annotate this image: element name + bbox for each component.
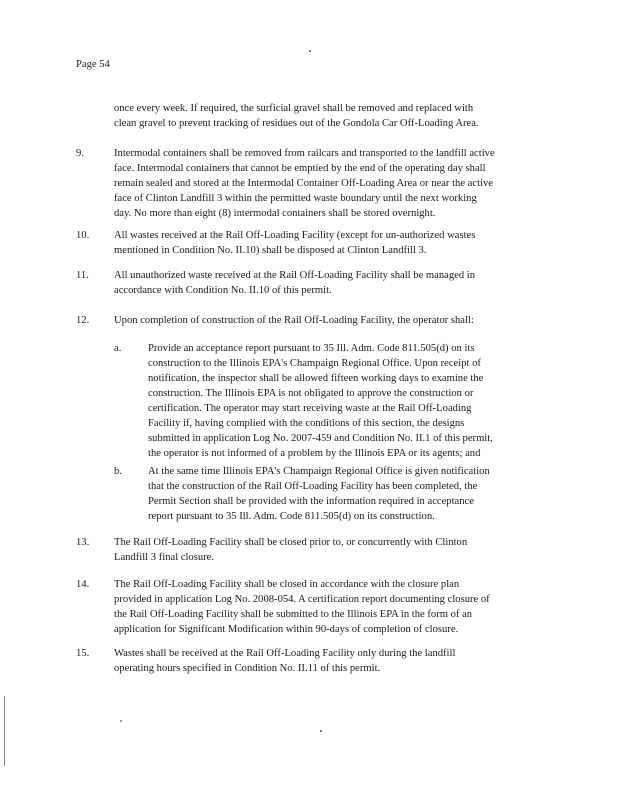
text-line: day. No more than eight (8) intermodal containers shall be stored overnight. — [114, 208, 436, 219]
item-number: 13. — [76, 537, 90, 548]
subitem-text — [148, 464, 490, 524]
text-line: Upon completion of construction of the Rail Off-Loading Facility, the operator shall: — [114, 315, 474, 326]
item-text — [114, 146, 495, 221]
text-line: the Rail Off-Loading Facility shall be submitted to the Illinois EPA in the form of an — [114, 609, 473, 620]
item-text — [114, 577, 490, 637]
scan-speck — [309, 50, 311, 52]
text-line: mentioned in Condition No. II.10) shall be disposed at Clinton Landfill 3. — [114, 245, 427, 256]
text-line: face of Clinton Landfill 3 within the permitted waste boundary until the next working — [114, 193, 477, 204]
text-line: application for Significant Modification within 90-days of completion of closure. — [114, 624, 459, 635]
continuation-paragraph — [114, 101, 479, 131]
text-line: The Rail Off-Loading Facility shall be closed prior to, or concurrently with Clinton — [114, 537, 468, 548]
text-line: accordance with Condition No. II.10 of this permit. — [114, 285, 332, 296]
text-line: once every week. If required, the surficial gravel shall be removed and replaced with — [114, 103, 474, 114]
text-line: construction to the Illinois EPA's Champaign Regional Office. Upon receipt of — [148, 358, 481, 369]
text-line: operating hours specified in Condition No. II.11 of this permit. — [114, 663, 381, 674]
text-line: At the same time Illinois EPA's Champaign Regional Office is given notification — [148, 466, 490, 477]
item-text — [114, 268, 475, 298]
item-number: 9. — [76, 148, 84, 159]
page-number: Page 54 — [76, 59, 110, 70]
subitem-letter: b. — [114, 466, 122, 477]
item-number: 12. — [76, 315, 90, 326]
subitem-letter: a. — [114, 343, 122, 354]
text-line: Landfill 3 final closure. — [114, 552, 215, 563]
scan-speck — [120, 720, 122, 722]
text-line: Wastes shall be received at the Rail Off-Loading Facility only during the landfill — [114, 648, 456, 659]
text-line: All wastes received at the Rail Off-Loading Facility (except for un-authorized wastes — [114, 230, 476, 241]
scan-speck — [320, 730, 322, 732]
text-line: notification, the inspector shall be allowed fifteen working days to examine the — [148, 373, 484, 384]
item-number: 15. — [76, 648, 90, 659]
text-line: provided in application Log No. 2008-054. A certification report documenting closure of — [114, 594, 490, 605]
item-number: 11. — [76, 270, 89, 281]
item-number: 14. — [76, 579, 90, 590]
item-text — [114, 313, 474, 328]
text-line: construction. The Illinois EPA is not obligated to approve the construction or — [148, 388, 474, 399]
text-line: report pursuant to 35 Ill. Adm. Code 811.505(d) on its construction. — [148, 511, 435, 522]
text-line: that the construction of the Rail Off-Loading Facility has been completed, the — [148, 481, 478, 492]
subitem-text — [148, 341, 493, 461]
text-line: Provide an acceptance report pursuant to 35 Ill. Adm. Code 811.505(d) on its — [148, 343, 475, 354]
text-line: Intermodal containers shall be removed from railcars and transported to the landfill active — [114, 148, 495, 159]
scan-edge-mark — [4, 696, 5, 766]
item-text — [114, 535, 467, 565]
text-line: Facility if, having complied with the conditions of this section, the designs — [148, 418, 465, 429]
item-text — [114, 646, 455, 676]
text-line: The Rail Off-Loading Facility shall be closed in accordance with the closure plan — [114, 579, 460, 590]
item-text — [114, 228, 475, 258]
text-line: All unauthorized waste received at the Rail Off-Loading Facility shall be managed in — [114, 270, 476, 281]
text-line: clean gravel to prevent tracking of residues out of the Gondola Car Off-Loading Area. — [114, 118, 479, 129]
text-line: remain sealed and stored at the Intermodal Container Off-Loading Area or near the active — [114, 178, 493, 189]
text-line: certification. The operator may start receiving waste at the Rail Off-Loading — [148, 403, 472, 414]
text-line: face. Intermodal containers that cannot be emptied by the end of the operating day shall — [114, 163, 486, 174]
text-line: Permit Section shall be provided with the information required in acceptance — [148, 496, 474, 507]
text-line: submitted in application Log No. 2007-459 and Condition No. II.1 of this permit, — [148, 433, 493, 444]
text-line: the operator is not informed of a problem by the Illinois EPA or its agents; and — [148, 448, 481, 459]
item-number: 10. — [76, 230, 90, 241]
